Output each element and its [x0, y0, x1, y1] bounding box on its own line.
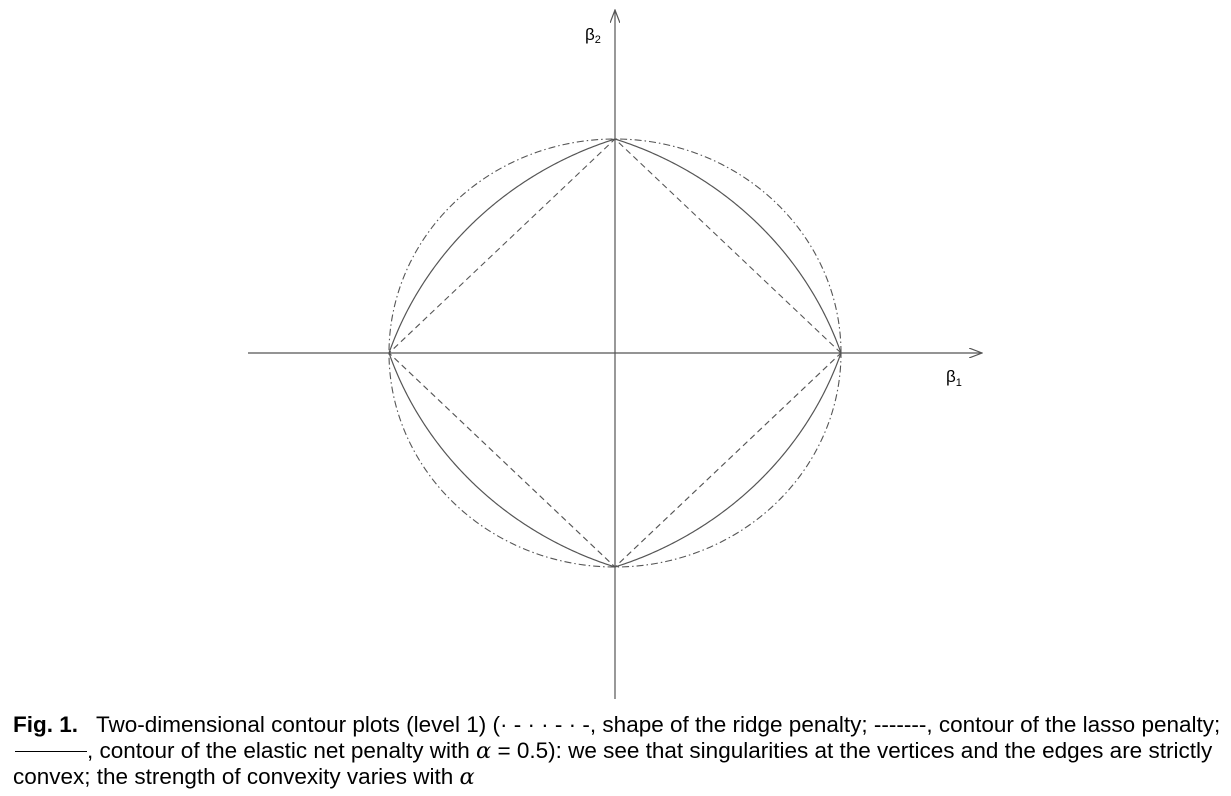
alpha-symbol-end: α [459, 764, 475, 790]
alpha-symbol: α [475, 738, 492, 764]
lasso-legend-sample: ------- [873, 712, 927, 737]
x-axis-label: $\beta_1$ [946, 367, 962, 389]
caption-text-4: , contour of the elastic net penalty with [87, 738, 476, 763]
alpha-value: = 0.5 [491, 738, 549, 763]
caption-text-2: , shape of the ridge penalty; [589, 712, 874, 737]
elastic-net-legend-sample [15, 751, 87, 752]
caption-text-3: , contour of the lasso penalty; [926, 712, 1221, 737]
caption-text-5: ): we see that singularities at the vertices and the edges are strictly convex; the strength of convexity varies with [13, 738, 1213, 789]
y-axis-label: β2 [585, 25, 601, 46]
caption-text-1: Two-dimensional contour plots (level 1) ( [96, 712, 500, 737]
ridge-legend-sample: · - · · - · - [499, 712, 590, 737]
figure-caption [13, 712, 1225, 790]
figure-label: Fig. 1. [13, 712, 79, 737]
